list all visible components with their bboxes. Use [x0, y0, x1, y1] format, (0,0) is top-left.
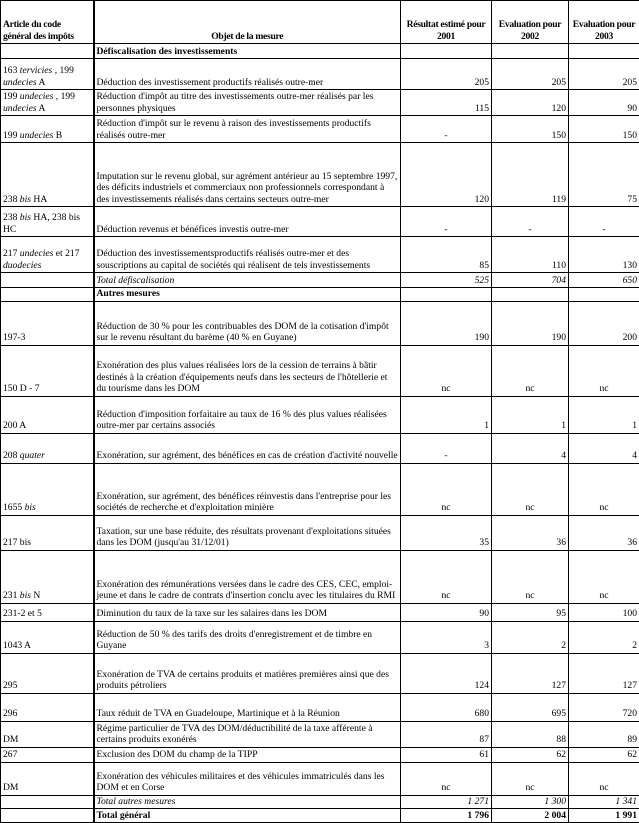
value-2003: - — [569, 207, 639, 237]
objet-cell: Réduction d'impôt sur le revenu à raison des investissements productifs réalisés outre-mer — [94, 116, 401, 143]
article-text: 208 — [3, 450, 20, 461]
header-2003: Evaluation pour 2003 — [569, 1, 639, 44]
article-text: duodecies — [3, 260, 41, 271]
article-cell — [1, 762, 94, 795]
article-text: 295 — [3, 680, 17, 691]
article-text: 217 bis — [3, 537, 31, 548]
table-row — [1, 90, 639, 116]
article-text: bis — [20, 590, 31, 601]
article-text: undecies — [20, 248, 54, 259]
article-text: et 217 — [53, 248, 79, 259]
value-2002: nc — [492, 762, 569, 795]
value-2001: nc — [401, 550, 492, 603]
objet-cell: Exclusion des DOM du champ de la TIPP — [94, 747, 401, 762]
value-2001: 1 796 — [401, 809, 492, 823]
value-2003: 720 — [569, 693, 639, 721]
value-2002: 150 — [492, 116, 569, 143]
article-text: 238 — [3, 212, 20, 223]
objet-cell: Réduction d'impôt au titre des investissements outre-mer réalisés par les personnes physiques — [94, 90, 401, 116]
value-2003: 150 — [569, 116, 639, 143]
header-2002: Evaluation pour 2002 — [492, 1, 569, 44]
article-text: undecies — [3, 103, 37, 114]
value-2001: 124 — [401, 653, 492, 693]
article-text: undecies — [3, 77, 37, 88]
objet-cell: Déduction revenus et bénéfices investis outre-mer — [94, 207, 401, 237]
article-text: tervicies — [20, 65, 53, 76]
article-text: HA — [31, 194, 47, 205]
value-2002: 695 — [492, 693, 569, 721]
value-2001: 85 — [401, 237, 492, 273]
value-2002: 110 — [492, 237, 569, 273]
objet-cell: Réduction de 50 % des tarifs des droits d'enregistrement et de timbre en Guyane — [94, 621, 401, 653]
objet-cell: Exonération des rémunérations versées dans le cadre des CES, CEC, emploi-jeune et dans le cadre de contrats d'insertion conclu avec les titulaires du RMI — [94, 550, 401, 603]
article-cell — [1, 207, 94, 237]
table-row — [1, 762, 639, 795]
value-2001: nc — [401, 762, 492, 795]
article-cell — [1, 747, 94, 762]
article-text: 1043 A — [3, 640, 31, 651]
total-row — [1, 273, 639, 288]
article-text: A — [37, 77, 46, 88]
article-text: 197-3 — [3, 332, 25, 343]
objet-cell: Régime particulier de TVA des DOM/déductibilité de la taxe afférente à certains produits exonérés — [94, 721, 401, 747]
article-text: undecies — [20, 91, 54, 102]
value-2001 — [401, 44, 492, 59]
value-2002 — [492, 44, 569, 59]
objet-cell: Diminution du taux de la taxe sur les salaires dans les DOM — [94, 603, 401, 621]
article-text: 1655 — [3, 502, 25, 513]
value-2002: 205 — [492, 59, 569, 90]
table-row — [1, 515, 639, 550]
header-row — [1, 1, 639, 44]
value-2002: 2 — [492, 621, 569, 653]
value-2003: 90 — [569, 90, 639, 116]
table-row — [1, 747, 639, 762]
objet-cell: Déduction des investissement productifs réalisés outre-mer — [94, 59, 401, 90]
objet-cell: Taxation, sur une base réduite, des résultats provenant d'exploitations situées dans les DOM (jusqu'au 31/12/01) — [94, 515, 401, 550]
article-cell — [1, 90, 94, 116]
value-2001: 190 — [401, 301, 492, 345]
section-row — [1, 288, 639, 302]
objet-cell: Autres mesures — [94, 288, 401, 302]
article-cell — [1, 288, 94, 302]
section-row — [1, 44, 639, 59]
value-2002: 4 — [492, 433, 569, 463]
value-2003: 130 — [569, 237, 639, 273]
table-row — [1, 396, 639, 433]
value-2001: - — [401, 433, 492, 463]
article-cell — [1, 795, 94, 809]
article-cell — [1, 301, 94, 345]
table-row — [1, 603, 639, 621]
article-text: 238 — [3, 194, 20, 205]
value-2001: 680 — [401, 693, 492, 721]
value-2003: 1 — [569, 396, 639, 433]
value-2001: 87 — [401, 721, 492, 747]
value-2001: 115 — [401, 90, 492, 116]
article-text: bis — [20, 212, 31, 223]
article-text: N — [31, 590, 40, 601]
table-row — [1, 207, 639, 237]
value-2003: 127 — [569, 653, 639, 693]
article-text: 200 A — [3, 420, 26, 431]
value-2003: 2 — [569, 621, 639, 653]
table-row — [1, 301, 639, 345]
value-2001: 35 — [401, 515, 492, 550]
value-2003: 650 — [569, 273, 639, 288]
article-text: 296 — [3, 708, 17, 719]
objet-cell: Total autres mesures — [94, 795, 401, 809]
value-2002: 2 004 — [492, 809, 569, 823]
table-row — [1, 550, 639, 603]
objet-cell: Exonération des véhicules militaires et des véhicules immatriculés dans les DOM et en Corse — [94, 762, 401, 795]
value-2002: 1 300 — [492, 795, 569, 809]
value-2003: 75 — [569, 143, 639, 207]
article-cell — [1, 550, 94, 603]
value-2001: - — [401, 207, 492, 237]
article-cell — [1, 603, 94, 621]
objet-cell: Réduction d'imposition forfaitaire au taux de 16 % des plus values réalisées outre-mer par certains associés — [94, 396, 401, 433]
article-cell — [1, 273, 94, 288]
value-2002: 62 — [492, 747, 569, 762]
article-cell — [1, 116, 94, 143]
value-2001: 61 — [401, 747, 492, 762]
value-2002: nc — [492, 463, 569, 515]
value-2001 — [401, 288, 492, 302]
objet-cell: Exonération, sur agrément, des bénéfices réinvestis dans l'entreprise pour les sociétés de recherche et d'exploitation minière — [94, 463, 401, 515]
value-2003: 1 341 — [569, 795, 639, 809]
value-2001: nc — [401, 345, 492, 396]
value-2003: nc — [569, 762, 639, 795]
article-cell — [1, 59, 94, 90]
value-2001: 1 — [401, 396, 492, 433]
value-2002: 704 — [492, 273, 569, 288]
article-text: DM — [3, 734, 18, 745]
value-2003 — [569, 44, 639, 59]
table-row — [1, 237, 639, 273]
article-text: A — [37, 103, 46, 114]
article-text: HA, 238 bis HC — [3, 212, 80, 235]
table-row — [1, 59, 639, 90]
value-2002: nc — [492, 345, 569, 396]
article-text: 163 — [3, 65, 20, 76]
value-2003: nc — [569, 463, 639, 515]
value-2001: 525 — [401, 273, 492, 288]
objet-cell: Total défiscalisation — [94, 273, 401, 288]
table-row — [1, 143, 639, 207]
value-2001: 90 — [401, 603, 492, 621]
value-2003: 4 — [569, 433, 639, 463]
objet-cell: Réduction de 30 % pour les contribuables des DOM de la cotisation d'impôt sur le revenu résultant du barème (40 % en Guyane) — [94, 301, 401, 345]
table-body — [1, 44, 639, 823]
article-cell — [1, 396, 94, 433]
article-cell — [1, 237, 94, 273]
value-2001: nc — [401, 463, 492, 515]
value-2003 — [569, 288, 639, 302]
value-2002: - — [492, 207, 569, 237]
value-2002: 88 — [492, 721, 569, 747]
objet-cell: Exonération de TVA de certains produits et matières premières ainsi que des produits pétroliers — [94, 653, 401, 693]
value-2002 — [492, 288, 569, 302]
value-2003: nc — [569, 550, 639, 603]
objet-cell: Taux réduit de TVA en Guadeloupe, Martinique et à la Réunion — [94, 693, 401, 721]
objet-cell: Exonération des plus values réalisées lors de la cession de terrains à bâtir destinés à la création d'équipements neufs dans les secteurs de l'hôtellerie et du tourisme dans les DOM — [94, 345, 401, 396]
table-row — [1, 116, 639, 143]
value-2003: 205 — [569, 59, 639, 90]
article-text: bis — [20, 194, 31, 205]
table-row — [1, 621, 639, 653]
article-text: 199 — [3, 130, 20, 141]
value-2002: 120 — [492, 90, 569, 116]
value-2001: 205 — [401, 59, 492, 90]
table-row — [1, 653, 639, 693]
value-2002: 190 — [492, 301, 569, 345]
objet-cell: Déduction des investissementsproductifs réalisés outre-mer et des souscriptions au capital de sociétés qui réalisent de tels investissements — [94, 237, 401, 273]
objet-cell: Imputation sur le revenu global, sur agrément antérieur au 15 septembre 1997, des déficits industriels et commerciaux non professionnels correspondant à des investissements réalisés dans certains secteurs outre-mer — [94, 143, 401, 207]
article-text: undecies — [20, 130, 54, 141]
value-2003: 200 — [569, 301, 639, 345]
header-article: Article du code général des impôts — [1, 1, 94, 44]
article-text: 231 — [3, 590, 20, 601]
value-2003: 1 991 — [569, 809, 639, 823]
article-text: , 199 — [52, 65, 74, 76]
article-text: B — [53, 130, 62, 141]
article-cell — [1, 809, 94, 823]
value-2001: 120 — [401, 143, 492, 207]
table-row — [1, 463, 639, 515]
value-2001: 3 — [401, 621, 492, 653]
article-text: quater — [20, 450, 45, 461]
value-2003: nc — [569, 345, 639, 396]
table-row — [1, 721, 639, 747]
value-2002: 127 — [492, 653, 569, 693]
article-text: , 199 — [53, 91, 75, 102]
article-cell — [1, 433, 94, 463]
value-2003: 36 — [569, 515, 639, 550]
article-text: bis — [25, 502, 36, 513]
article-cell — [1, 621, 94, 653]
value-2003: 89 — [569, 721, 639, 747]
total-row — [1, 809, 639, 823]
value-2002: 1 — [492, 396, 569, 433]
article-cell — [1, 693, 94, 721]
table-row — [1, 693, 639, 721]
article-text: DM — [3, 782, 18, 793]
value-2001: 1 271 — [401, 795, 492, 809]
article-cell — [1, 653, 94, 693]
table-row — [1, 345, 639, 396]
header-2001: Résultat estimé pour 2001 — [401, 1, 492, 44]
total-row — [1, 795, 639, 809]
table-row — [1, 433, 639, 463]
value-2001: - — [401, 116, 492, 143]
article-cell — [1, 515, 94, 550]
article-text: 199 — [3, 91, 20, 102]
objet-cell: Total général — [94, 809, 401, 823]
objet-cell: Exonération, sur agrément, des bénéfices en cas de création d'activité nouvelle — [94, 433, 401, 463]
article-cell — [1, 44, 94, 59]
article-cell — [1, 721, 94, 747]
value-2002: nc — [492, 550, 569, 603]
value-2002: 95 — [492, 603, 569, 621]
value-2002: 119 — [492, 143, 569, 207]
article-cell — [1, 345, 94, 396]
objet-cell: Défiscalisation des investissements — [94, 44, 401, 59]
value-2002: 36 — [492, 515, 569, 550]
value-2003: 62 — [569, 747, 639, 762]
article-cell — [1, 463, 94, 515]
value-2003: 100 — [569, 603, 639, 621]
article-text: 267 — [3, 749, 17, 760]
header-objet: Objet de la mesure — [94, 1, 401, 44]
article-text: 217 — [3, 248, 20, 259]
article-text: 231-2 et 5 — [3, 608, 42, 619]
article-cell — [1, 143, 94, 207]
article-text: 150 D - 7 — [3, 383, 40, 394]
